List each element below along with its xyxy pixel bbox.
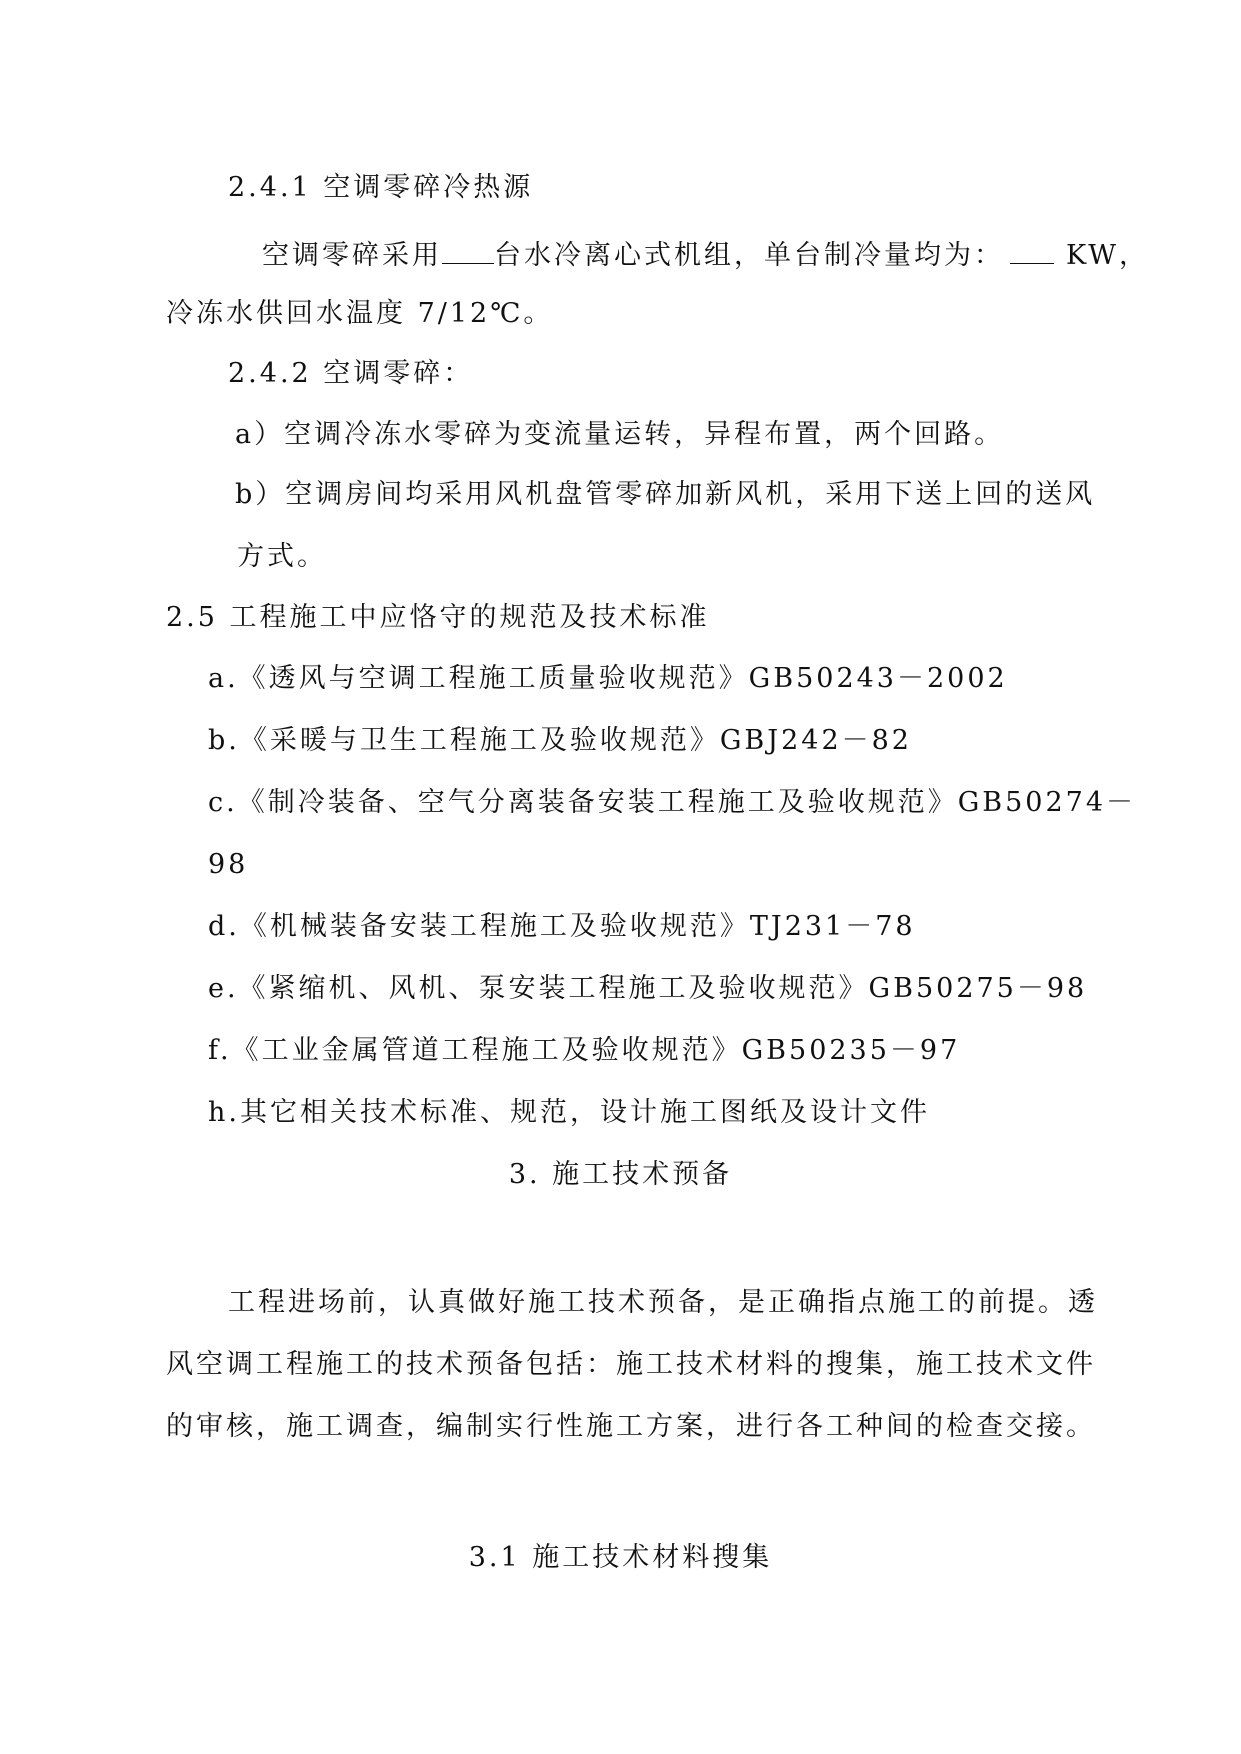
text-segment: 台水冷离心式机组，单台制冷量均为： xyxy=(494,240,1004,271)
paragraph-line xyxy=(262,237,1149,273)
heading-2-5: 2.5 工程施工中应恪守的规范及技术标准 xyxy=(166,602,710,633)
list-item: a）空调冷冻水零碎为变流量运转，异程布置，两个回路。 xyxy=(235,419,1005,450)
heading-2-4-2: 2.4.2 空调零碎： xyxy=(228,358,474,389)
standard-item: f.《工业金属管道工程施工及验收规范》GB50235－97 xyxy=(208,1035,961,1066)
text-segment: 空调零碎采用 xyxy=(262,240,442,271)
heading-2-4-1: 2.4.1 空调零碎冷热源 xyxy=(228,172,534,203)
list-item: b）空调房间均采用风机盘管零碎加新风机，采用下送上回的送风 xyxy=(235,479,1096,510)
section-title-3-1: 3.1 施工技术材料搜集 xyxy=(468,1542,773,1573)
standard-item: a.《透风与空调工程施工质量验收规范》GB50243－2002 xyxy=(208,663,1008,694)
fill-blank-capacity xyxy=(1010,237,1054,264)
standard-item: h.其它相关技术标准、规范，设计施工图纸及设计文件 xyxy=(208,1097,930,1128)
paragraph-line: 的审核，施工调查，编制实行性施工方案，进行各工种间的检查交接。 xyxy=(166,1411,1096,1442)
fill-blank-units xyxy=(442,237,494,264)
standard-item-continuation: 98 xyxy=(208,849,249,880)
standard-item: b.《采暖与卫生工程施工及验收规范》GBJ242－82 xyxy=(208,725,912,756)
paragraph-line: 冷冻水供回水温度 7/12℃。 xyxy=(166,298,554,329)
standard-item: d.《机械装备安装工程施工及验收规范》TJ231－78 xyxy=(208,911,916,942)
list-item-continuation: 方式。 xyxy=(237,541,327,572)
paragraph-line: 风空调工程施工的技术预备包括：施工技术材料的搜集，施工技术文件 xyxy=(166,1349,1096,1380)
paragraph-line: 工程进场前，认真做好施工技术预备，是正确指点施工的前提。透 xyxy=(228,1287,1098,1318)
text-segment: KW， xyxy=(1066,240,1149,271)
standard-item: e.《紧缩机、风机、泵安装工程施工及验收规范》GB50275－98 xyxy=(208,973,1088,1004)
section-title-3: 3. 施工技术预备 xyxy=(508,1159,733,1190)
standard-item: c.《制冷装备、空气分离装备安装工程施工及验收规范》GB50274－ xyxy=(208,787,1137,818)
